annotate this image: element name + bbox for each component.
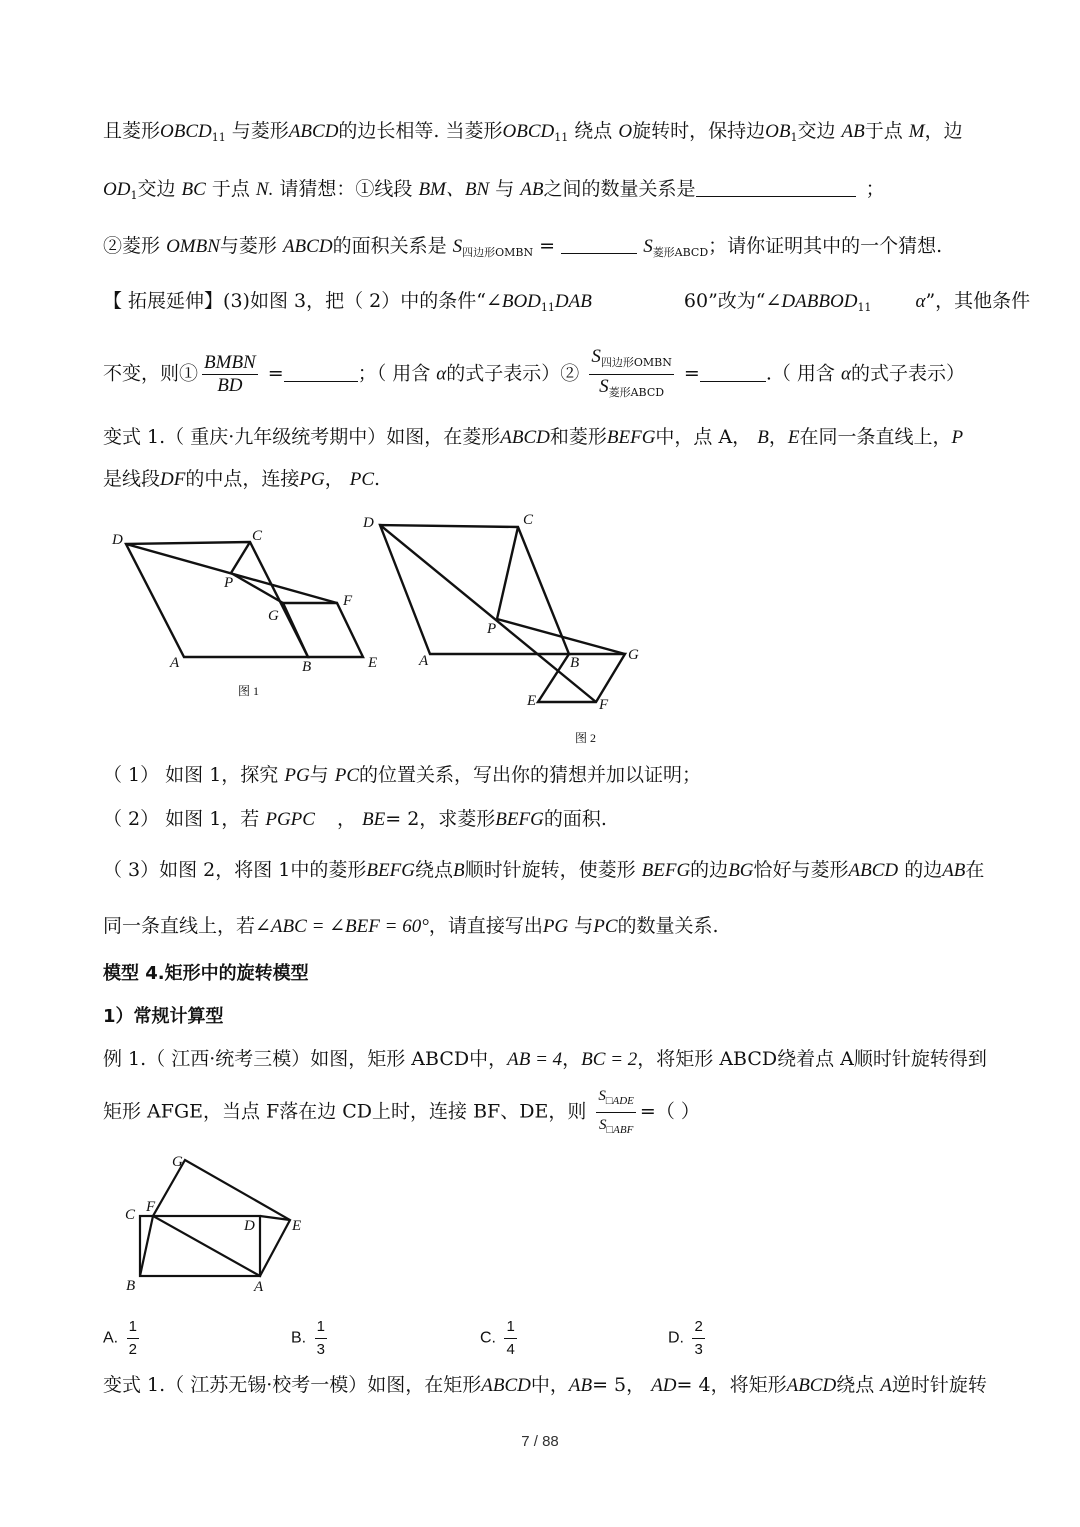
segment-df bbox=[380, 525, 596, 702]
choice-c[interactable]: C. $\frac{1}{4}$ bbox=[480, 1318, 515, 1358]
figure-1-rhombus bbox=[100, 520, 390, 710]
label-d: D bbox=[244, 1218, 255, 1234]
fraction-bm-bn-bd: $\frac{\text{BMBN}}{BD}$ bbox=[204, 352, 256, 396]
segment-pc bbox=[497, 527, 518, 619]
label-b: B bbox=[302, 659, 312, 675]
example-1-cont: 矩形 AFGE，当点 F落在边 CD上时，连接 BF、DE，则 $\frac{S_{□ADE}}{S_{□ABF}}$ =（ ） bbox=[103, 1084, 976, 1141]
label-e: E bbox=[368, 655, 378, 671]
label-b: B bbox=[570, 655, 580, 671]
choice-a[interactable]: A. $\frac{1}{2}$ bbox=[103, 1318, 137, 1358]
label-f: F bbox=[343, 593, 353, 609]
label-f: F bbox=[146, 1199, 156, 1215]
rhombus-befg bbox=[538, 654, 625, 702]
label-c: C bbox=[523, 512, 534, 528]
segment-pc bbox=[231, 542, 250, 573]
label-d: D bbox=[112, 532, 123, 548]
label-a: A bbox=[419, 653, 429, 669]
example-1: 例 1.（ 江西·统考三模）如图，矩形 ABCD中，AB = 4，BC = 2，将矩形 ABCD绕着点 A顺时针旋转得到 bbox=[103, 1048, 987, 1070]
text-line-3: ②菱形 OMBN与菱形 ABCD的面积关系是 $S_{四边形OMBN} = S_{菱形ABCD}$；请你证明其中的一个猜想. bbox=[103, 235, 943, 259]
choice-b[interactable]: B. $\frac{1}{3}$ bbox=[291, 1318, 325, 1358]
text-line-1: 且菱形$OBCD_{11}$ 与菱形ABCD的边长相等. 当菱形$OBCD_{11}$ 绕点 O旋转时，保持边$OB_1$交边 AB于点 M，边 bbox=[103, 120, 963, 144]
variant-1: 变式 1.（ 江苏无锡·校考一模）如图，在矩形ABCD中，AB= 5， AD= 4，将矩形ABCD绕点 A逆时针旋转 bbox=[103, 1374, 987, 1396]
text-line-7: 是线段DF的中点，连接PG， PC. bbox=[103, 468, 381, 490]
figure-2-rhombus bbox=[355, 505, 655, 750]
label-p: P bbox=[224, 575, 234, 591]
fraction-area-ade-abf: $\frac{S_{□ADE}}{S_{□ABF}}$ bbox=[596, 1084, 636, 1141]
question-3-cont: 同一条直线上，若∠ABC = ∠BEF = 60°，请直接写出PG 与PC的数量关系. bbox=[103, 915, 719, 937]
label-g: G bbox=[628, 647, 639, 663]
question-1: （ 1） 如图 1，探究 PG与 PC的位置关系，写出你的猜想并加以证明； bbox=[103, 764, 702, 786]
text-line-2: $OD_1$交边 BC 于点 N. 请猜想：①线段 BM、BN 与 AB之间的数量关系是 ； bbox=[103, 178, 885, 202]
label-p: P bbox=[487, 621, 497, 637]
rhombus-befg bbox=[283, 603, 363, 657]
label-g: G bbox=[172, 1154, 183, 1170]
question-2: （ 2） 如图 1，若 PGPC ， BE= 2，求菱形BEFG的面积. bbox=[103, 808, 607, 830]
text-line-6: 变式 1.（ 重庆·九年级统考期中）如图，在菱形ABCD和菱形BEFG中，点 A， B，E在同一条直线上，P bbox=[103, 426, 964, 448]
label-c: C bbox=[125, 1207, 136, 1223]
caption-fig2: 图 2 bbox=[575, 731, 597, 745]
choice-d[interactable]: D. $\frac{2}{3}$ bbox=[668, 1318, 703, 1358]
label-e: E bbox=[292, 1218, 302, 1234]
text-line-4: 【 拓展延伸】(3)如图 3，把（ 2）中的条件“$\angle BOD_{11}DAB$ 60”改为“$\angle DABBOD_{11}$ α”，其他条件 bbox=[103, 290, 1031, 314]
segment-bf bbox=[140, 1216, 153, 1276]
label-f: F bbox=[599, 697, 609, 713]
segment-pg bbox=[231, 573, 283, 603]
subsection-heading: 1）常规计算型 bbox=[103, 1006, 224, 1027]
answer-blank-3 bbox=[284, 363, 358, 382]
rhombus-abcd bbox=[380, 525, 569, 654]
label-c: C bbox=[252, 528, 263, 544]
text-line-5: 不变，则① $\frac{\text{BMBN}}{BD}$ = ；（ 用含 α的式子表示）② $\frac{S_{四边形OMBN}}{S_{菱形ABCD}}$ = .（ 用含 α的式子表示） bbox=[103, 345, 976, 404]
figure-3-rectangle bbox=[118, 1148, 318, 1298]
label-g: G bbox=[268, 608, 279, 624]
rhombus-abcd bbox=[126, 542, 308, 657]
answer-blank-1 bbox=[696, 178, 856, 197]
page-number: 7 / 88 bbox=[521, 1433, 559, 1450]
label-a: A bbox=[170, 655, 180, 671]
label-d: D bbox=[363, 515, 374, 531]
answer-blank-4 bbox=[700, 363, 766, 382]
caption-fig1: 图 1 bbox=[238, 684, 260, 698]
fraction-area-ratio: $\frac{S_{四边形OMBN}}{S_{菱形ABCD}}$ bbox=[591, 346, 672, 399]
answer-blank-2 bbox=[561, 235, 637, 254]
section-heading-model4: 模型 4.矩形中的旋转模型 bbox=[103, 963, 309, 984]
label-b: B bbox=[126, 1278, 136, 1294]
question-3: （ 3）如图 2，将图 1中的菱形BEFG绕点B顺时针旋转，使菱形 BEFG的边BG恰好与菱形ABCD 的边AB在 bbox=[103, 859, 985, 881]
label-e: E bbox=[527, 693, 537, 709]
label-a: A bbox=[254, 1279, 264, 1295]
